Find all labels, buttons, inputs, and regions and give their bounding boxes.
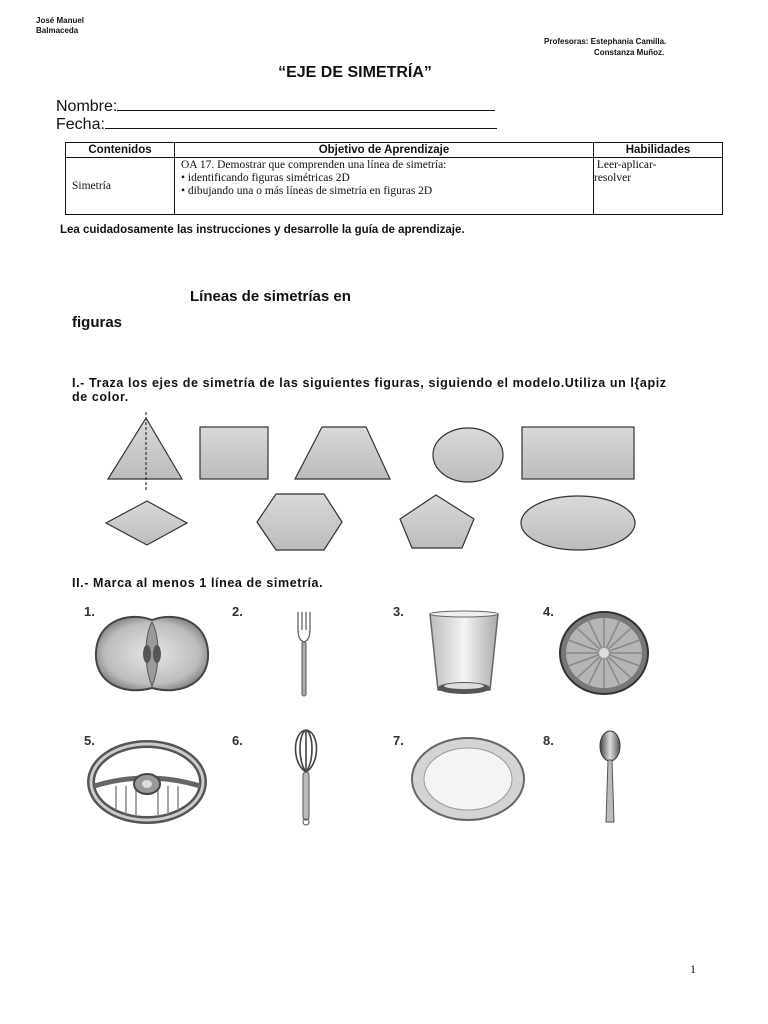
date-label: Fecha: bbox=[56, 116, 105, 133]
trapezoid-shape bbox=[295, 427, 390, 479]
glass-icon bbox=[424, 610, 504, 698]
objective-item: • dibujando una o más líneas de simetría en figuras 2D bbox=[181, 185, 587, 198]
page-number: 1 bbox=[690, 962, 696, 976]
pentagon-shape bbox=[400, 495, 474, 548]
header-skills: Habilidades bbox=[594, 143, 723, 158]
shapes-figure bbox=[100, 412, 645, 557]
whisk-icon bbox=[290, 728, 322, 826]
date-field[interactable] bbox=[56, 116, 497, 134]
circle-shape bbox=[433, 428, 503, 482]
section-title: Líneas de simetrías en bbox=[190, 288, 351, 305]
object-number: 3. bbox=[393, 604, 404, 619]
square-shape bbox=[200, 427, 268, 479]
skills-cell: Leer-aplicar- resolver bbox=[594, 158, 723, 215]
section-title-cont: figuras bbox=[72, 314, 123, 331]
fork-icon bbox=[292, 610, 316, 698]
apple-half-icon bbox=[92, 612, 212, 696]
question-1: I.- Traza los ejes de simetría de las siguientes figuras, siguiendo el modelo.Utiliza un l{apiz de color. bbox=[72, 376, 667, 404]
author-name: José Manuel Balmaceda bbox=[36, 16, 85, 35]
object-number: 8. bbox=[543, 733, 554, 748]
objective-table bbox=[65, 142, 723, 215]
object-number: 4. bbox=[543, 604, 554, 619]
page-title: “EJE DE SIMETRÍA” bbox=[278, 64, 432, 81]
instructions: Lea cuidadosamente las instrucciones y desarrolle la guía de aprendizaje. bbox=[60, 224, 465, 236]
objective-item: • identificando figuras simétricas 2D bbox=[181, 172, 587, 185]
objective-cell: OA 17. Demostrar que comprenden una línea de simetría: • identificando figuras simétricas 2D • dibujando una o más líneas de simetría en figuras 2D bbox=[175, 158, 594, 215]
content-cell: Simetría bbox=[66, 158, 175, 215]
object-number: 6. bbox=[232, 733, 243, 748]
triangle-shape bbox=[108, 418, 182, 479]
rhombus-shape bbox=[106, 501, 187, 545]
name-label: Nombre: bbox=[56, 98, 118, 115]
object-number: 5. bbox=[84, 733, 95, 748]
hexagon-shape bbox=[257, 494, 342, 550]
plate-icon bbox=[410, 736, 526, 822]
spoon-icon bbox=[596, 730, 624, 826]
steering-wheel-icon bbox=[86, 740, 208, 824]
object-number: 7. bbox=[393, 733, 404, 748]
object-number: 2. bbox=[232, 604, 243, 619]
ellipse-shape bbox=[521, 496, 635, 550]
teachers-names: Profesoras: Estephania Camilla. Constanza Muñoz. bbox=[544, 37, 667, 57]
orange-slice-icon bbox=[558, 610, 650, 696]
header-objective: Objetivo de Aprendizaje bbox=[175, 143, 594, 158]
object-number: 1. bbox=[84, 604, 95, 619]
header-contents: Contenidos bbox=[66, 143, 175, 158]
rectangle-shape bbox=[522, 427, 634, 479]
name-field[interactable] bbox=[56, 98, 495, 116]
question-2: II.- Marca al menos 1 línea de simetría. bbox=[72, 576, 324, 590]
